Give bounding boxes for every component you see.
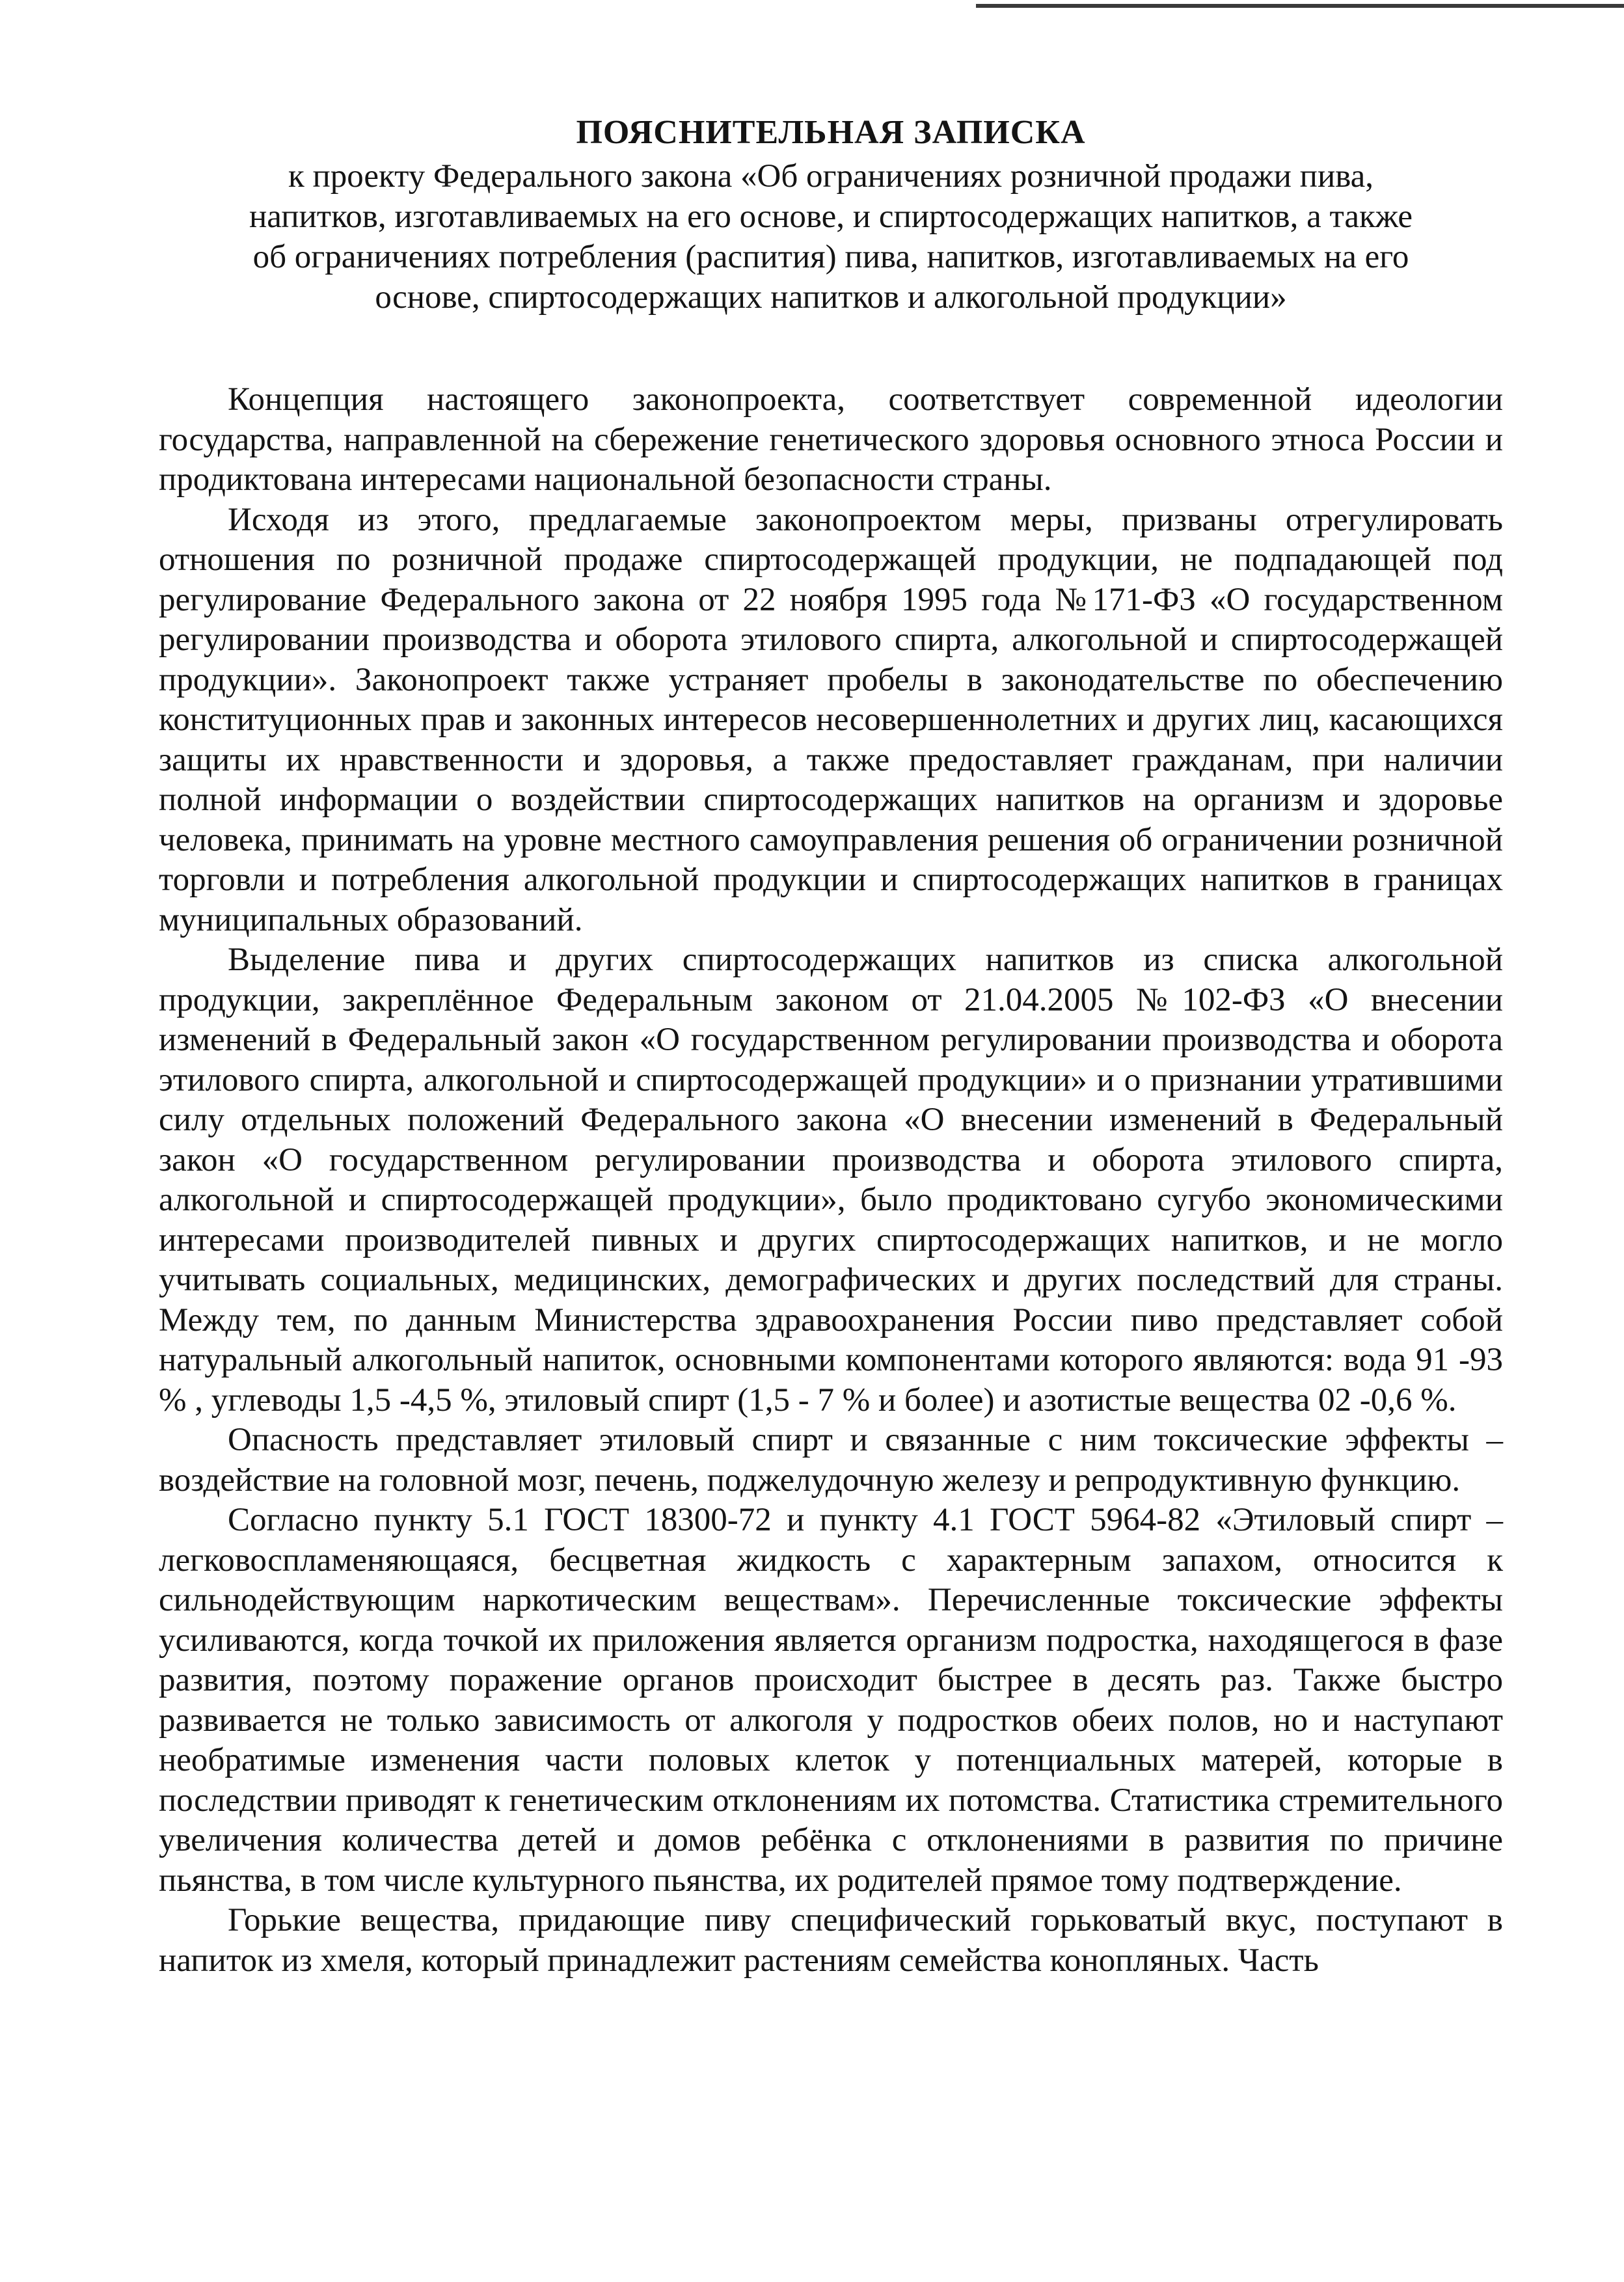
paragraph-concept: Концепция настоящего законопроекта, соответствует современной идеологии государства, направленной на сбережение генетического здоровья основного этноса России и продиктована интересами национальной безопасности страны. (159, 381, 1503, 498)
paragraph-danger: Опасность представляет этиловый спирт и связанные с ним токсические эффекты – воздействие на головной мозг, печень, поджелудочную железу и репродуктивную функцию. (159, 1422, 1503, 1499)
subtitle-line: напитков, изготавливаемых на его основе, и спиртосодержащих напитков, а также (249, 198, 1413, 235)
paragraph-beer-separation: Выделение пива и других спиртосодержащих напитков из списка алкогольной продукции, закреплённое Федеральным законом от 21.04.2005 №102-ФЗ «О внесении изменений в Федеральный закон «О государственном регулировании производства и оборота этилового спирта, алкогольной и спиртосодержащей продукции» и о признании утратившими силу отдельных положений Федерального закона «О внесении изменений в Федеральный закон «О государственном регулировании производства и оборота этилового спирта, алкогольной и спиртосодержащей продукции», было продиктовано сугубо экономическими интересами производителей пивных и других спиртосодержащих напитков, и не могло учитывать социальных, медицинских, демографических и других последствий для страны. Между тем, по данным Министерства здравоохранения России пиво представляет собой натуральный алкогольный напиток, основными компонентами которого являются: вода 91 -93 % , углеводы 1,5 -4,5 %, этиловый спирт (1,5 - 7 % и более) и азотистые вещества 02 -0,6 %. (159, 942, 1503, 1419)
paragraph-gost: Согласно пункту 5.1 ГОСТ 18300-72 и пункту 4.1 ГОСТ 5964-82 «Этиловый спирт – легковоспламеняющаяся, бесцветная жидкость с характерным запахом, относится к сильнодействующим наркотическим веществам». Перечисленные токсические эффекты усиливаются, когда точкой их приложения является организм подростка, находящегося в фазе развития, поэтому поражение органов происходит быстрее в десять раз. Также быстро развивается не только зависимость от алкоголя у подростков обеих полов, но и наступают необратимые изменения части половых клеток у потенциальных матерей, которые в последствии приводят к генетическим отклонениям их потомства. Статистика стремительного увеличения количества детей и домов ребёнка с отклонениями в развития по причине пьянства, в том числе культурного пьянства, их родителей прямое тому подтверждение. (159, 1502, 1503, 1899)
document-page (159, 109, 1503, 1981)
document-title: ПОЯСНИТЕЛЬНАЯ ЗАПИСКА (576, 114, 1086, 151)
document-body (159, 380, 1503, 1981)
subtitle-line: основе, спиртосодержащих напитков и алкогольной продукции» (375, 279, 1287, 316)
subtitle-line: об ограничениях потребления (распития) пива, напитков, изготавливаемых на его (252, 239, 1409, 275)
subtitle-line: к проекту Федерального закона «Об ограничениях розничной продажи пива, (288, 158, 1374, 195)
paragraph-bitter-substances: Горькие вещества, придающие пиву специфический горьковатый вкус, поступают в напиток из хмеля, который принадлежит растениям семейства конопляных. Часть (159, 1902, 1503, 1979)
document-subtitle (159, 156, 1503, 318)
scan-edge-line (976, 4, 1624, 8)
paragraph-measures: Исходя из этого, предлагаемые законопроектом меры, призваны отрегулировать отношения по розничной продаже спиртосодержащей продукции, не подпадающей под регулирование Федерального закона от 22 ноября 1995 года №171-ФЗ «О государственном регулировании производства и оборота этилового спирта, алкогольной и спиртосодержащей продукции». Законопроект также устраняет пробелы в законодательстве по обеспечению конституционных прав и законных интересов несовершеннолетних и других лиц, касающихся защиты их нравственности и здоровья, а также предоставляет гражданам, при наличии полной информации о воздействии спиртосодержащих напитков на организм и здоровье человека, принимать на уровне местного самоуправления решения об ограничении розничной торговли и потребления алкогольной продукции и спиртосодержащих напитков в границах муниципальных образований. (159, 501, 1503, 938)
